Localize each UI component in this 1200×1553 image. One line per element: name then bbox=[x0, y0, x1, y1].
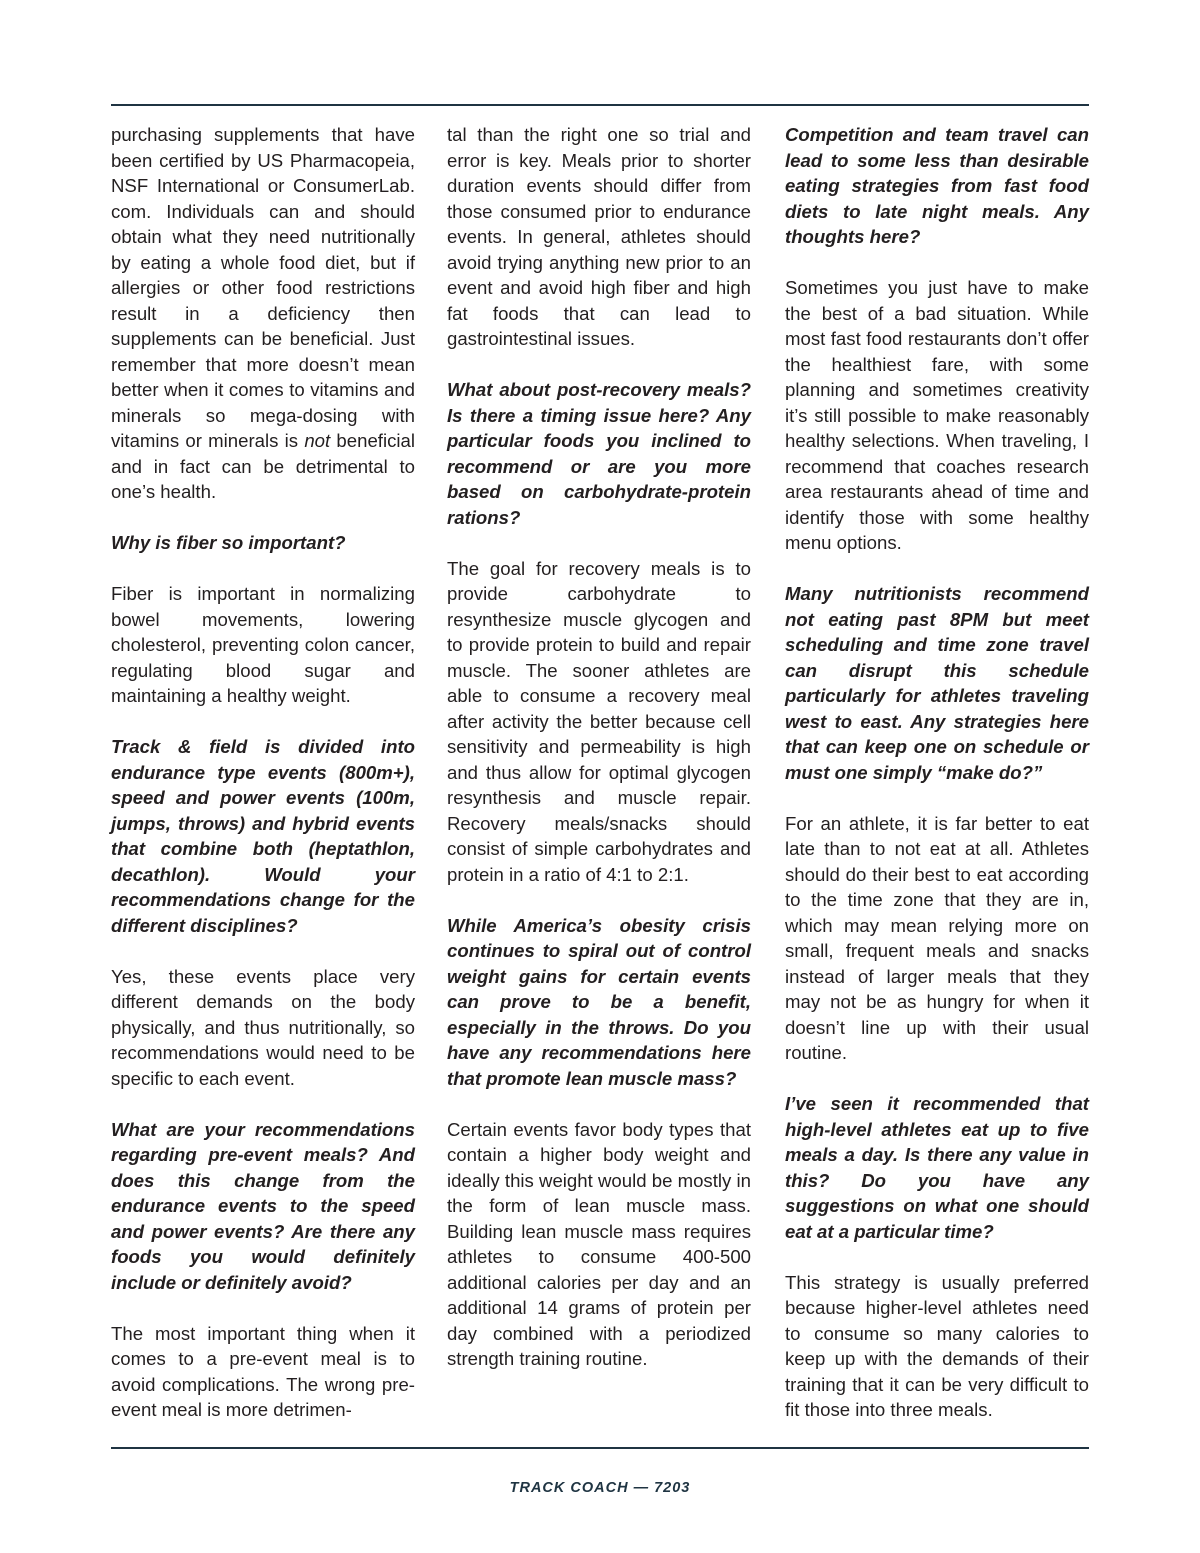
emphasis-not: not bbox=[304, 430, 331, 451]
supplements-paragraph: purchasing supplements that have been certified by US Pharmacopeia, NSF International or ConsumerLab. com. Individuals can and should obtain what they need nutritionally by eating a whole food diet, but if allergies or other food restrictions result in a deficiency then supplements can be beneficial. Just remember that more doesn’t mean better when it comes to vitamins and minerals so mega-dosing with vitamins or minerals is not beneficial and in fact can be detrimental to one’s health. bbox=[111, 124, 415, 502]
top-rule bbox=[111, 104, 1089, 106]
question-travel: Competition and team travel can lead to some less than desirable eating strategies from fast food diets to late night meals. Any thoughts here? bbox=[785, 124, 1089, 247]
column-1 bbox=[111, 122, 415, 1423]
answer-obesity: Certain events favor body types that contain a higher body weight and ideally this weight would be mostly in the form of lean muscle mass. Building lean muscle mass requires athletes to consume 400-500 additional calories per day and an additional 14 grams of protein per day combined with a periodized strength training routine. bbox=[447, 1118, 751, 1369]
question-obesity: While America’s obesity crisis continues to spiral out of control weight gains for certain events can prove to be a benefit, especially in the throws. Do you have any recommendations here that promote lean muscle mass? bbox=[447, 914, 751, 1089]
page-footer: TRACK COACH — 7203 bbox=[509, 1480, 691, 1496]
answer-8pm: For an athlete, it is far better to eat late than to not eat at all. Athletes should do their best to eat according to the time zone that they are in, which may mean relying more on small, frequent meals and snacks instead of larger meals that they may not be as hungry for when it doesn’t line up with their usual routine. bbox=[785, 812, 1089, 1063]
bottom-rule bbox=[111, 1447, 1089, 1449]
question-five-meals: I’ve seen it recommended that high-level athletes eat up to five meals a day. Is there any value in this? Do you have any suggestions on what one should eat at a particular time? bbox=[785, 1093, 1089, 1242]
question-fiber: Why is fiber so important? bbox=[111, 532, 346, 553]
question-disciplines: Track & field is divided into endurance type events (800m+), speed and power events (100m, jumps, throws) and hybrid events that combine both (heptathlon, decathlon). Would your recommendations change for the different disciplines? bbox=[111, 736, 415, 936]
question-pre-event: What are your recommendations regarding pre-event meals? And does this change from the endurance events to the speed and power events? Are there any foods you would definitely include or definitely avoid? bbox=[111, 1118, 415, 1293]
answer-five-meals: This strategy is usually preferred because higher-level athletes need to consume so many calories to keep up with the demands of their training that it can be very difficult to fit those into three meals. bbox=[785, 1271, 1089, 1420]
question-8pm: Many nutritionists recommend not eating past 8PM but meet scheduling and time zone travel can disrupt this schedule particularly for athletes traveling west to east. Any strategies here that can keep one on schedule or must one simply “make do?” bbox=[785, 583, 1089, 783]
column-3 bbox=[785, 122, 1089, 1423]
answer-recovery: The goal for recovery meals is to provide carbohydrate to resynthesize muscle glycogen and to provide protein to build and repair muscle. The sooner athletes are able to consume a recovery meal after activity the better because cell sensitivity and permeability is high and thus allow for optimal glycogen resynthesis and muscle repair. Recovery meals/snacks should consist of simple carbohydrates and protein in a ratio of 4:1 to 2:1. bbox=[447, 557, 751, 885]
answer-travel: Sometimes you just have to make the best of a bad situation. While most fast food restaurants don’t offer the healthiest fare, with some planning and sometimes creativity it’s still possible to make reasonably healthy selections. When traveling, I recommend that coaches research area restaurants ahead of time and identify those with some healthy menu options. bbox=[785, 277, 1089, 553]
column-2 bbox=[447, 122, 751, 1372]
answer-pre-event-continued: tal than the right one so trial and error is key. Meals prior to shorter duration events should differ from those consumed prior to endurance events. In general, athletes should avoid trying anything new prior to an event and avoid high fiber and high fat foods that can lead to gastrointestinal issues. bbox=[447, 124, 751, 349]
answer-fiber: Fiber is important in normalizing bowel movements, lowering cholesterol, preventing colon cancer, regulating blood sugar and maintaining a healthy weight. bbox=[111, 583, 415, 706]
question-recovery: What about post-recovery meals? Is there a timing issue here? Any particular foods you inclined to recommend or are you more based on carbohydrate-protein rations? bbox=[447, 379, 751, 528]
answer-pre-event-start: The most important thing when it comes to a pre-event meal is to avoid complications. The wrong pre-event meal is more detrimen- bbox=[111, 1322, 415, 1420]
answer-disciplines: Yes, these events place very different demands on the body physically, and thus nutritionally, so recommendations would need to be specific to each event. bbox=[111, 965, 415, 1089]
